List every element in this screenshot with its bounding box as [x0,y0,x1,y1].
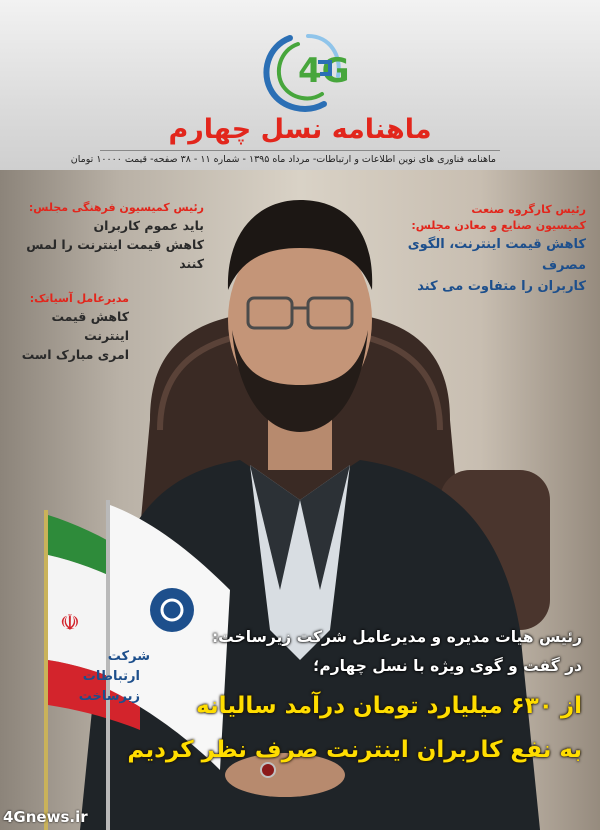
blurb-industry-commission [386,202,586,297]
blurb-kicker: رئیس کمیسیون فرهنگی مجلس: [28,201,204,214]
ring-icon [261,763,275,777]
blurb-line: کاهش قیمت اینترنت [51,309,129,343]
company-flag-line-3: زیرساخت [78,689,140,704]
4g-logo-icon [250,18,350,118]
site-watermark: 4Gnews.ir [3,808,88,826]
magazine-title: ماهنامه نسل چهارم [168,114,432,145]
company-logo-icon [150,588,194,632]
company-flag-line-1: شرکت [107,649,150,664]
blurb-line: کاربران را متفاوت می کند [417,279,586,294]
headline-subtitle: در گفت و گوی ویژه با نسل چهارم؛ [313,657,582,675]
masthead [0,0,600,170]
blurb-line: باید عموم کاربران [93,218,204,233]
blurb-line: امری مبارک است [21,347,129,362]
blurb-line: کاهش قیمت اینترنت را لمس کنند [26,237,204,271]
logo-text: 4G [298,51,350,91]
title-divider [100,150,500,151]
blurb-kicker: رئیس کارگروه صنعت [471,203,586,216]
company-flag-line-2: ارتباطات [82,669,140,684]
blurb-kicker: مدیرعامل آسیاتک: [29,292,129,305]
blurb-kicker: کمیسیون صنایع و معادن مجلس: [411,219,586,232]
blurb-line: کاهش قیمت اینترنت، الگوی مصرف [407,237,586,273]
blurb-culture-commission [14,200,204,273]
flag-emblem-icon: ☫ [60,611,80,636]
headline-main-line-1: از ۶۳۰ میلیارد تومان درآمد سالیانه [196,693,582,719]
issue-info: ماهنامه فناوری های نوین اطلاعات و ارتباطات- مرداد ماه ۱۳۹۵ - شماره ۱۱ - ۳۸ صفحه- قیمت ۱۰۰۰۰ تومان [70,154,496,165]
headline-main-line-2: به نفع کاربران اینترنت صرف نظر کردیم [127,737,582,763]
blurb-asiatech [14,291,129,364]
headline-kicker: رئیس هیات مدیره و مدیرعامل شرکت زیرساخت: [211,628,582,646]
